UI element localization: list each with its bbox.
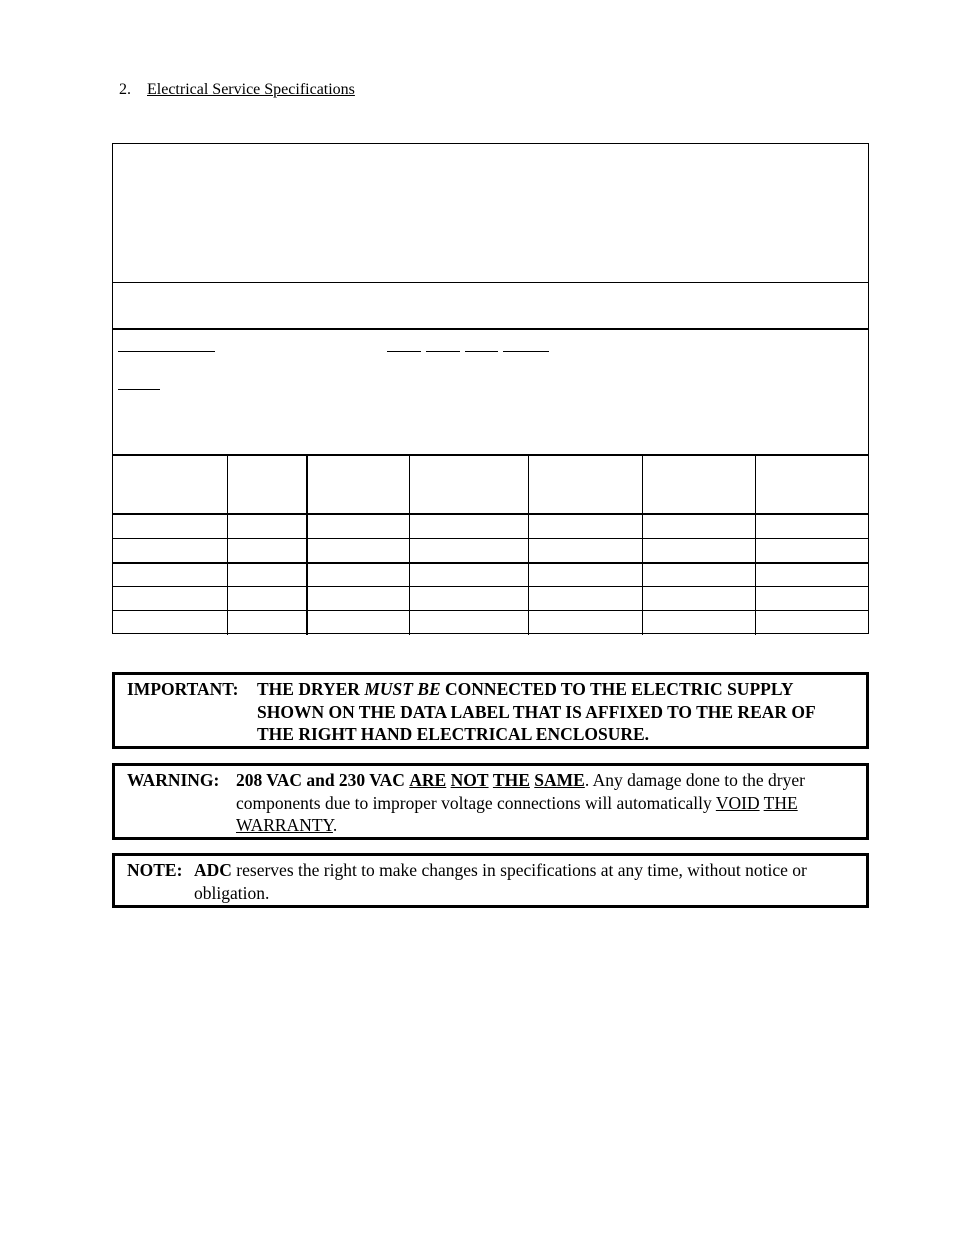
table-divider	[113, 282, 868, 283]
important-text: THE DRYER MUST BE CONNECTED TO THE ELECTRIC SUPPLY SHOWN ON THE DATA LABEL THAT IS AFFIXED TO THE REAR OF THE RIGHT HAND ELECTRICAL ENCLOSURE.	[257, 679, 816, 744]
blank-underline	[503, 351, 549, 352]
section-heading	[119, 81, 355, 99]
table-column-divider	[306, 455, 308, 635]
table-divider	[113, 328, 868, 330]
note-text: ADC reserves the right to make changes in specifications at any time, without notice or obligation.	[194, 860, 807, 903]
specifications-table	[112, 143, 869, 634]
note-notice	[112, 853, 869, 908]
blank-underline	[118, 389, 160, 390]
blank-underline	[118, 351, 215, 352]
important-label: IMPORTANT:	[127, 679, 239, 699]
warning-notice	[112, 763, 869, 840]
warning-text: 208 VAC and 230 VAC ARE NOT THE SAME. Any damage done to the dryer components due to improper voltage connections will automatically VOID THE WARRANTY.	[236, 770, 805, 835]
important-notice	[112, 672, 869, 749]
table-column-divider	[755, 455, 756, 635]
table-column-divider	[409, 455, 410, 635]
section-number: 2.	[119, 81, 131, 98]
note-label: NOTE:	[127, 860, 183, 880]
blank-underline	[465, 351, 498, 352]
warning-label: WARNING:	[127, 770, 220, 790]
table-column-divider	[642, 455, 643, 635]
table-column-divider	[227, 455, 228, 635]
section-title: Electrical Service Specifications	[147, 81, 355, 98]
blank-underline	[426, 351, 460, 352]
table-column-divider	[528, 455, 529, 635]
blank-underline	[387, 351, 421, 352]
